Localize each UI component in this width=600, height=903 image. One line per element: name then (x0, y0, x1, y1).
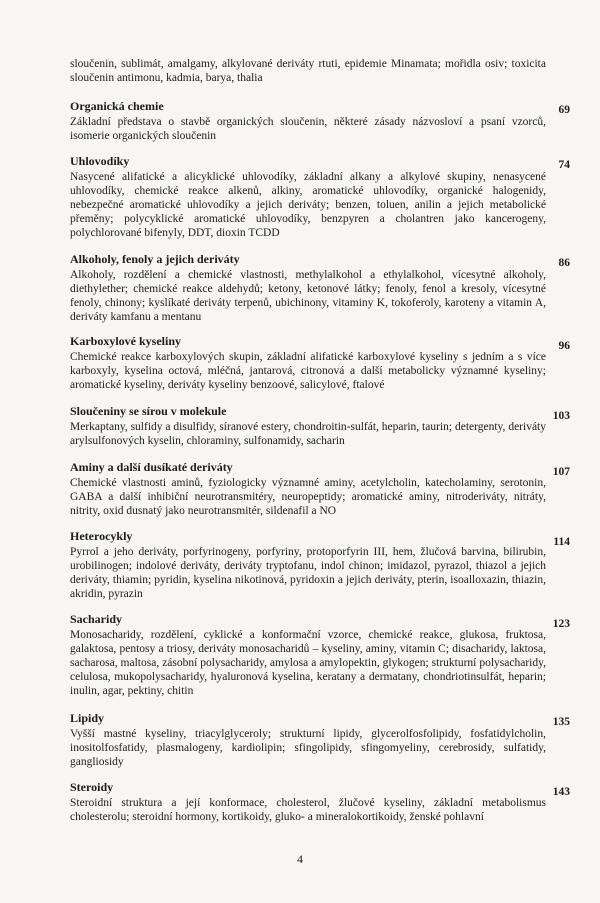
toc-entry (70, 460, 546, 518)
toc-entry (70, 612, 546, 698)
entry-title: Organická chemie (70, 99, 164, 113)
toc-entry (70, 99, 546, 143)
entry-title: Steroidy (70, 780, 114, 794)
entry-title: Lipidy (70, 711, 105, 725)
toc-entry (70, 780, 546, 824)
entry-body: Alkoholy, rozdělení a chemické vlastnosti, methylalkohol a ethylalkohol, vícesytné alkoholy, diethylether; chemické reakce aldehydů; ketony, ketonové látky; fenoly, fenol a kresoly, vícesytné fenoly, chinony; kyslíkaté deriváty terpenů, ubichinony, vitaminy K, tokoferoly, karoteny a vitamin A, deriváty kamfanu a mentanu (70, 269, 546, 323)
entry-title: Sloučeniny se sírou v molekule (70, 404, 227, 418)
toc-entry (70, 711, 546, 769)
entry-page-number: 69 (558, 104, 570, 116)
entry-body: Monosacharidy, rozdělení, cyklické a konformační vzorce, chemické reakce, glukosa, fruktosa, galaktosa, pentosy a triosy, deriváty monosacharidů – kyseliny, aminy, vitamin C; disacharidy, laktosa, sacharosa, maltosa, zásobní polysacharidy, amylosa a amylopektin, glykogen; strukturní polysacharidy, celulosa, mukopolysacharidy, hyaluronová kyselina, keratany a dermatany, chondriotinsulfát, heparin; inulin, agar, pektiny, chitin (70, 629, 546, 697)
entry-body: Vyšší mastné kyseliny, triacylglyceroly; strukturní lipidy, glycerolfosfolipidy, fosfatidylcholin, inositolfosfatidy, plasmalogeny, kardiolipin; sfingolipidy, sfingomyeliny, cerebrosidy, sulfatidy, gangliosidy (70, 728, 546, 768)
entry-title: Karboxylové kyseliny (70, 334, 182, 348)
toc-entry (70, 404, 546, 448)
entry-title: Heterocykly (70, 529, 133, 543)
entry-page-number: 86 (558, 257, 570, 269)
entry-page-number: 103 (552, 410, 570, 422)
entry-page-number: 114 (553, 536, 570, 548)
entry-body: Steroidní struktura a její konformace, cholesterol, žlučové kyseliny, základní metabolismus cholesterolu; steroidní hormony, kortikoidy, gluko- a mineralokortikoidy, ženské pohlavní (70, 797, 546, 823)
toc-entry (70, 529, 546, 601)
entry-page-number: 135 (552, 716, 570, 728)
toc-entry (70, 334, 546, 392)
toc-entry (70, 154, 546, 240)
entry-title: Sacharidy (70, 612, 123, 626)
entry-page-number: 143 (552, 786, 570, 798)
entry-body: Základní představa o stavbě organických sloučenin, některé zásady názvosloví a psaní vzorců, isomerie organických sloučenin (70, 116, 546, 142)
entry-page-number: 123 (552, 618, 570, 630)
entry-page-number: 74 (558, 159, 570, 171)
entry-body: Nasycené alifatické a alicyklické uhlovodíky, základní alkany a alkylové skupiny, nenasycené uhlovodíky, chemické reakce alkenů, alkiny, aromatické uhlovodíky, organické halogenidy, nebezpečné aromatické uhlovodíky a jejich deriváty; benzen, toluen, anilin a jejich metabolické přeměny; polycyklické aromatické uhlovodíky, benzpyren a cholantren jako kancerogeny, polychlorované bifenyly, DDT, dioxin TCDD (70, 171, 546, 239)
page-footer-number: 4 (297, 852, 303, 866)
entry-body: Chemické vlastnosti aminů, fyziologicky významné aminy, acetylcholin, katecholaminy, serotonin, GABA a další inhibiční neurotransmitéry, neuropeptidy; aromatické aminy, nitroderiváty, nitráty, nitrity, oxid dusnatý jako neurotransmitér, sildenafil a NO (70, 477, 546, 517)
entry-body: Chemické reakce karboxylových skupin, základní alifatické karboxylové kyseliny s jedním a s více karboxyly, kyselina octová, mléčná, jantarová, citronová a další metabolicky významné kyseliny; aromatické kyseliny, deriváty kyseliny benzoové, salicylové, ftalové (70, 351, 546, 391)
entry-title: Alkoholy, fenoly a jejich deriváty (70, 252, 240, 266)
entry-body: Merkaptany, sulfidy a disulfidy, síranové estery, chondroitin-sulfát, heparin, taurin; detergenty, deriváty arylsulfonových kyselin, chloraminy, sulfonamidy, sacharin (70, 421, 546, 447)
entry-page-number: 96 (558, 340, 570, 352)
entry-page-number: 107 (552, 466, 570, 478)
entry-title: Aminy a další dusíkaté deriváty (70, 460, 233, 474)
entry-title: Uhlovodíky (70, 154, 130, 168)
intro-paragraph: sloučenin, sublimát, amalgamy, alkylované deriváty rtuti, epidemie Minamata; mořidla osiv; toxicita sloučenin antimonu, kadmia, barya, thalia (70, 58, 546, 84)
toc-entry (70, 252, 546, 324)
entry-body: Pyrrol a jeho deriváty, porfyrinogeny, porfyriny, protoporfyrin III, hem, žlučová barvina, bilirubin, urobilinogen; indolové deriváty, deriváty tryptofanu, indol chinon; imidazol, pyrazol, thiazol a jejich deriváty, thiamin; pyridin, kyselina nikotinová, pyridoxin a jejich deriváty, pterin, isoalloxazin, thiazin, akridin, pyrazin (70, 546, 546, 600)
